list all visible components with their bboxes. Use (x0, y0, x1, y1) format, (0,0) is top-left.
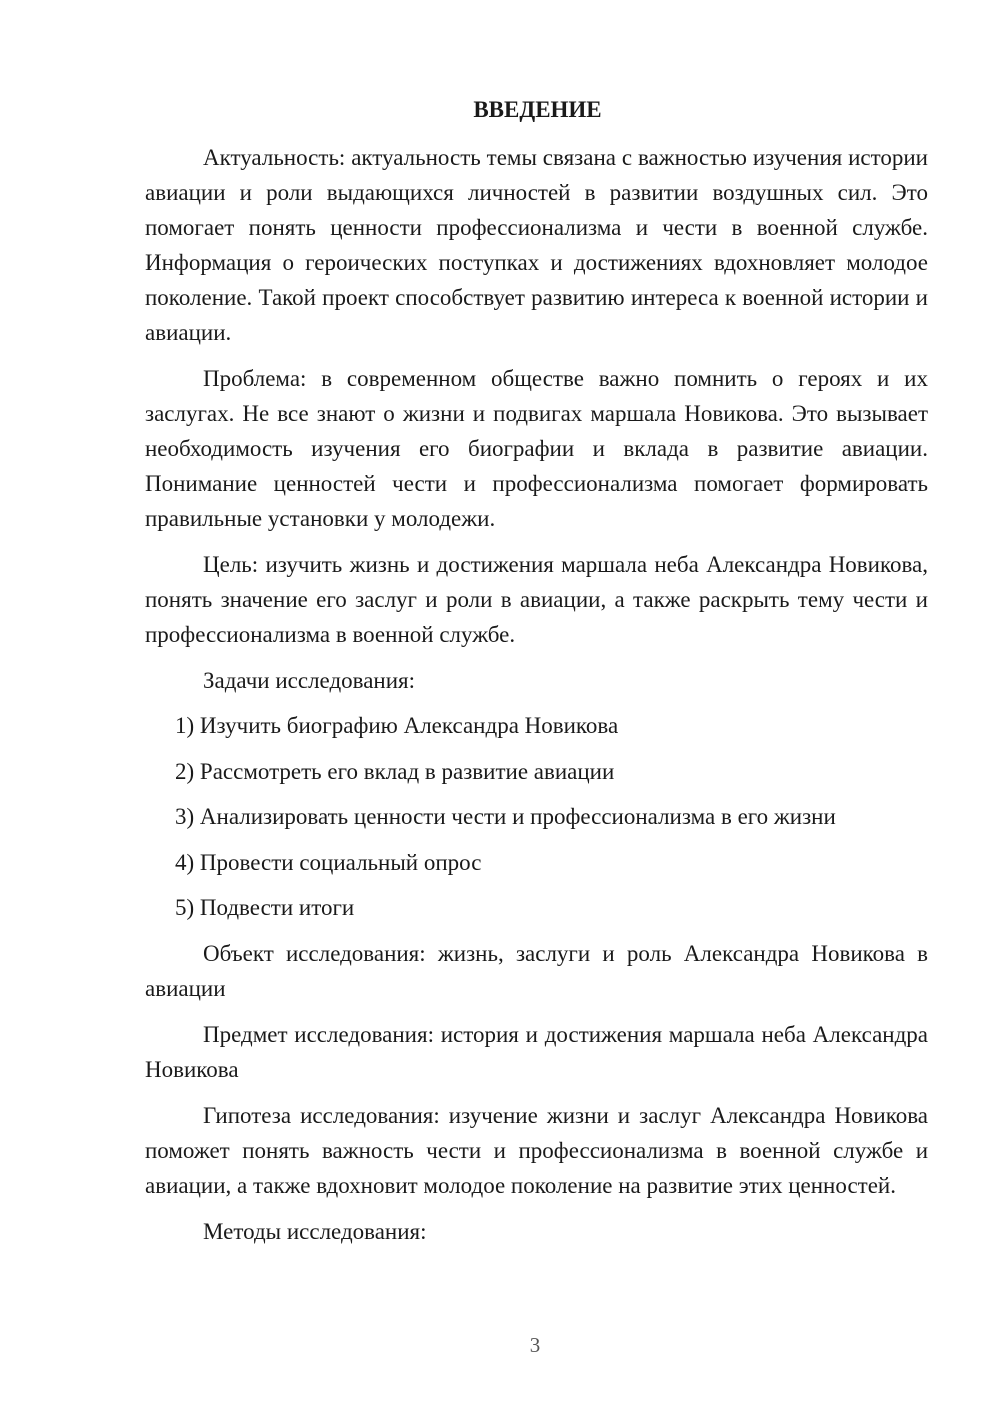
paragraph-relevance: Актуальность: актуальность темы связана с важностью изучения истории авиации и роли выдающихся личностей в развитии воздушных сил. Это помогает понять ценности профессионализма и чести в военной службе. Информация о героических поступках и достижениях вдохновляет молодое поколение. Такой проект способствует развитию интереса к военной истории и авиации. (145, 145, 928, 345)
list-item: 2) Рассмотреть его вклад в развитие авиации (175, 758, 615, 784)
list-item: 1) Изучить биографию Александра Новикова (175, 713, 619, 738)
list-item: 5) Подвести итоги (175, 895, 355, 920)
list-item: 3) Анализировать ценности чести и профессионализма в его жизни (175, 804, 836, 829)
section-title: ВВЕДЕНИЕ (473, 97, 602, 122)
tasks-list (145, 708, 928, 925)
methods-heading: Методы исследования: (203, 1219, 427, 1244)
paragraph-problem: Проблема: в современном обществе важно помнить о героях и их заслугах. Не все знают о жизни и подвигах маршала Новикова. Это вызывает необходимость изучения его биографии и вклада в развитие авиации. Понимание ценностей чести и профессионализма помогает формировать правильные установки у молодежи. (145, 366, 928, 531)
paragraph-goal: Цель: изучить жизнь и достижения маршала неба Александра Новикова, понять значение его заслуг и роли в авиации, а также раскрыть тему чести и профессионализма в военной службе. (145, 552, 928, 647)
paragraph-hypothesis: Гипотеза исследования: изучение жизни и заслуг Александра Новикова поможет понять важность чести и профессионализма в военной службе и авиации, а также вдохновит молодое поколение на развитие этих ценностей. (145, 1103, 928, 1198)
paragraph-subject: Предмет исследования: история и достижения маршала неба Александра Новикова (145, 1022, 928, 1082)
paragraph-object: Объект исследования: жизнь, заслуги и роль Александра Новикова в авиации (145, 941, 928, 1001)
tasks-heading: Задачи исследования: (203, 668, 416, 693)
list-item: 4) Провести социальный опрос (175, 849, 482, 875)
page-number: 3 (529, 1333, 541, 1357)
page-content (145, 92, 928, 1259)
